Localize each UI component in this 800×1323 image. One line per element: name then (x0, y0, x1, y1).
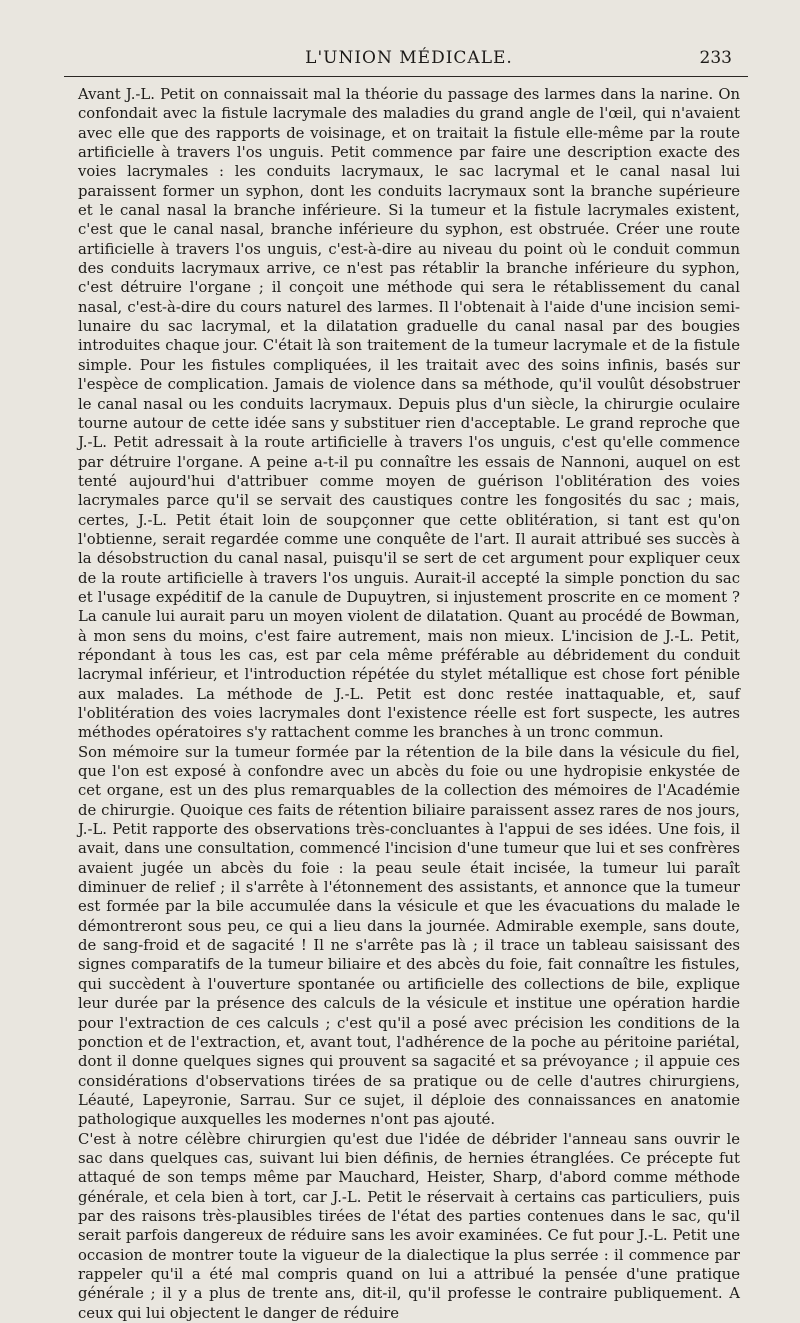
paragraph-3: C'est à notre célèbre chirurgien qu'est due l'idée de débrider l'anneau sans ouvrir le sac dans quelques cas, suivant lui bien définis, de hernies étranglées. Ce précepte fut attaqué de son temps même par Mauchard, Heister, Sharp, d'abord comme méthode générale, et cela bien à tort, car J.-L. Petit le réservait à certains cas particuliers, puis par des raisons très-plausibles tirées de l'état des parties contenues dans le sac, qu'il serait parfois dangereux de réduire sans les avoir examinées. Ce fut pour J.-L. Petit une occasion de montrer toute la vigueur de la dialectique la plus serrée : il commence par rappeler qu'il a été mal compris quand on lui a attribué la pensée d'une pratique générale ; il y a plus de trente ans, dit-il, qu'il professe le contraire publiquement. A ceux qui lui objectent le danger de réduire (78, 1130, 740, 1322)
header-rule (64, 76, 748, 77)
body-text (78, 85, 740, 1323)
page-header (78, 44, 740, 74)
running-title: L'UNION MÉDICALE. (305, 48, 513, 68)
page-number: 233 (699, 48, 732, 68)
paragraph-1: Avant J.-L. Petit on connaissait mal la théorie du passage des larmes dans la narine. On confondait avec la fistule lacrymale des maladies du grand angle de l'œil, qui n'avaient avec elle que des rapports de voisinage, et on traitait la fistule elle-même par la route artificielle à travers l'os unguis. Petit commence par faire une description exacte des voies lacrymales : les conduits lacrymaux, le sac lacrymal et le canal nasal lui paraissent former un syphon, dont les conduits lacrymaux sont la branche supérieure et le canal nasal la branche inférieure. Si la tumeur et la fistule lacrymales existent, c'est que le canal nasal, branche inférieure du syphon, est obstruée. Créer une route artificielle à travers l'os unguis, c'est-à-dire au niveau du point où le conduit commun des conduits lacrymaux arrive, ce n'est pas rétablir la branche inférieure du syphon, c'est détruire l'organe ; il conçoit une méthode qui sera le rétablissement du canal nasal, c'est-à-dire du cours naturel des larmes. Il l'obtenait à l'aide d'une incision semi-lunaire du sac lacrymal, et la dilatation graduelle du canal nasal par des bougies introduites chaque jour. C'était là son traitement de la tumeur lacrymale et de la fistule simple. Pour les fistules compliquées, il les traitait avec des soins infinis, basés sur l'espèce de complication. Jamais de violence dans sa méthode, qu'il voulût désobstruer le canal nasal ou les conduits lacrymaux. Depuis plus d'un siècle, la chirurgie oculaire tourne autour de cette idée sans y substituer rien d'acceptable. Le grand reproche que J.-L. Petit adressait à la route artificielle à travers l'os unguis, c'est qu'elle commence par détruire l'organe. A peine a-t-il pu connaître les essais de Nannoni, auquel on est tenté aujourd'hui d'attribuer comme moyen de guérison l'oblitération des voies lacrymales parce qu'il se servait des caustiques contre les fongosités du sac ; mais, certes, J.-L. Petit était loin de soupçonner que cette oblitération, si tant est qu'on l'obtienne, serait regardée comme une conquête de l'art. Il aurait attribué ses succès à la désobstruction du canal nasal, puisqu'il se sert de cet argument pour expliquer ceux de la route artificielle à travers l'os unguis. Aurait-il accepté la simple ponction du sac et l'usage expéditif de la canule de Dupuytren, si injustement proscrite en ce moment ? La canule lui aurait paru un moyen violent de dilatation. Quant au procédé de Bowman, à mon sens du moins, c'est faire autrement, mais non mieux. L'incision de J.-L. Petit, répondant à tous les cas, est par cela même préférable au débridement du conduit lacrymal inférieur, et l'introduction répétée du stylet métallique est chose fort pénible aux malades. La méthode de J.-L. Petit est donc restée inattaquable, et, sauf l'oblitération des voies lacrymales dont l'existence réelle est fort suspecte, les autres méthodes opératoires s'y rattachent comme les branches à un tronc commun. (78, 86, 740, 742)
paragraph-2: Son mémoire sur la tumeur formée par la rétention de la bile dans la vésicule du fiel, que l'on est exposé à confondre avec un abcès du foie ou une hydropisie enkystée de cet organe, est un des plus remarquables de la collection des mémoires de l'Académie de chirurgie. Quoique ces faits de rétention biliaire paraissent assez rares de nos jours, J.-L. Petit rapporte des observations très-concluantes à l'appui de ses idées. Une fois, il avait, dans une consultation, commencé l'incision d'une tumeur que lui et ses confrères avaient jugée un abcès du foie : la peau seule était incisée, la tumeur lui paraît diminuer de relief ; il s'arrête à l'étonnement des assistants, et annonce que la tumeur est formée par la bile accumulée dans la vésicule et que les évacuations du malade le démontreront sous peu, ce qui a lieu dans la journée. Admirable exemple, sans doute, de sang-froid et de sagacité ! Il ne s'arrête pas là ; il trace un tableau saisissant des signes comparatifs de la tumeur biliaire et des abcès du foie, fait connaître les fistules, qui succèdent à l'ouverture spontanée ou artificielle des collections de bile, explique leur durée par la présence des calculs de la vésicule et institue une opération hardie pour l'extraction de ces calculs ; c'est qu'il a posé avec précision les conditions de la ponction et de l'extraction, et, avant tout, l'adhérence de la poche au péritoine pariétal, dont il donne quelques signes qui prouvent sa sagacité et sa prévoyance ; il appuie ces considérations d'observations tirées de sa pratique ou de celle d'autres chirurgiens, Léauté, Lapeyronie, Sarrau. Sur ce sujet, il déploie des connaissances en anatomie pathologique auxquelles les modernes n'ont pas ajouté. (78, 743, 740, 1129)
